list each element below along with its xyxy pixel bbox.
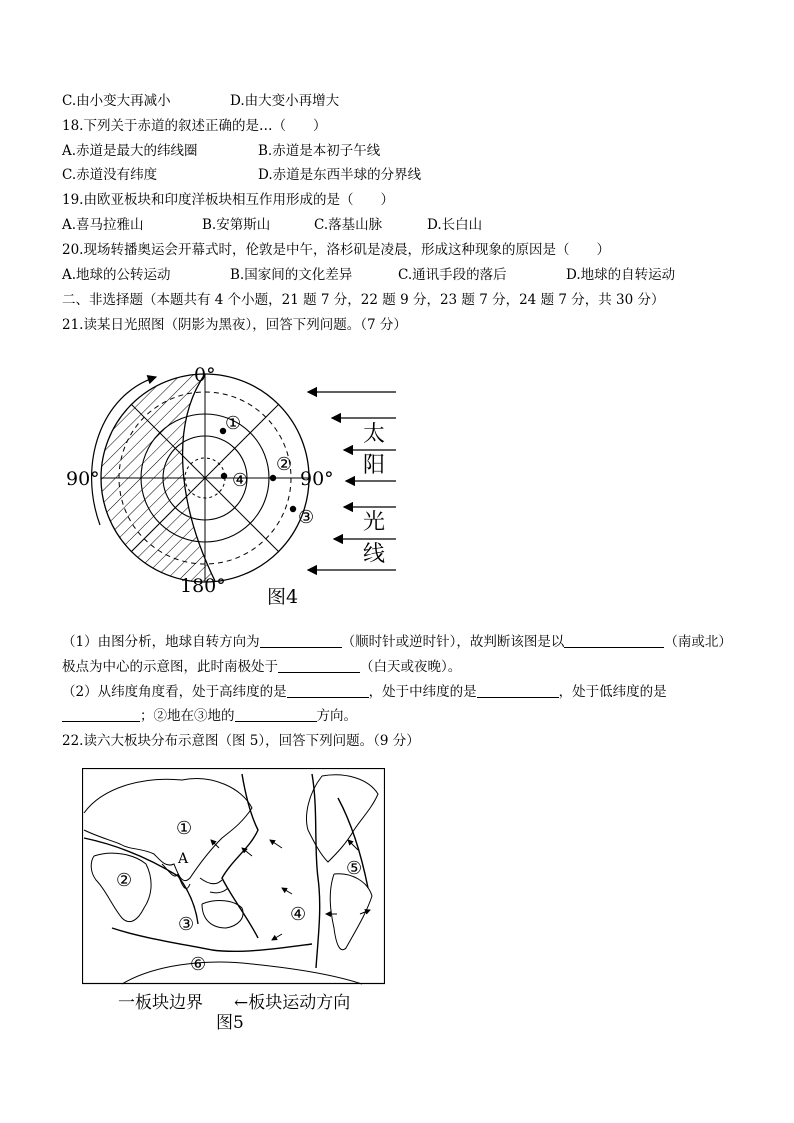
q18-stem: 18.下列关于赤道的叙述正确的是…（ ） <box>62 118 327 134</box>
answer-blank-high-latitude[interactable] <box>287 683 369 698</box>
q19-stem: 19.由欧亚板块和印度洋板块相互作用形成的是（ ） <box>62 192 394 208</box>
q20-option-a: A.地球的公转运动 <box>62 267 171 283</box>
q21-p1-text-e: （白天或夜晚）。 <box>360 659 462 675</box>
label-180-degree: 180° <box>180 575 226 597</box>
answer-blank-low-latitude[interactable] <box>62 707 140 722</box>
q20-option-d: D.地球的自转运动 <box>566 267 676 283</box>
plate-5-label: ⑤ <box>346 858 363 879</box>
point-a-label: A <box>178 851 189 867</box>
label-90-right: 90° <box>300 468 334 490</box>
q19-option-a: A.喜马拉雅山 <box>62 217 144 233</box>
plate-1-label: ① <box>176 818 193 839</box>
q21-p2-text-a: （2）从纬度角度看，处于高纬度的是 <box>62 684 287 700</box>
figure-4-illumination-diagram <box>60 355 410 615</box>
sunlight-label-1: 太 <box>363 422 386 447</box>
q21-part1-line2 <box>62 658 461 676</box>
q22-stem: 22.读六大板块分布示意图（图 5），回答下列问题。（9 分） <box>62 733 420 749</box>
answer-blank-direction[interactable] <box>235 707 317 722</box>
answer-blank-mid-latitude[interactable] <box>477 683 559 698</box>
sunlight-label-2: 阳 <box>363 453 386 478</box>
figure-4-caption: 图4 <box>267 586 299 608</box>
q17-option-c: C.由小变大再减小 <box>62 93 171 109</box>
q21-p1-text-b: （顺时针或逆时针），故判断该图是以 <box>341 634 565 650</box>
plate-2-label: ② <box>116 870 133 891</box>
q20-stem: 20.现场转播奥运会开幕式时，伦敦是中午，洛杉矶是凌晨，形成这种现象的原因是（ ） <box>62 242 610 258</box>
q21-p2-text-b: ，处于中纬度的是 <box>368 684 477 700</box>
point-4-label: ④ <box>232 470 249 491</box>
point-1-label: ① <box>225 413 242 434</box>
plate-3-label: ③ <box>178 914 195 935</box>
section-2-heading: 二、非选择题（本题共有 4 个小题，21 题 7 分，22 题 9 分，23 题 7 分，24 题 7 分，共 30 分） <box>62 292 665 308</box>
q19-option-d: D.长白山 <box>427 217 483 233</box>
plate-4-label: ④ <box>290 904 307 925</box>
q21-p1-text-d: 极点为中心的示意图，此时南极处于 <box>62 659 278 675</box>
legend-plate-motion: ←板块运动方向 <box>234 993 351 1013</box>
point-3-label: ③ <box>298 507 315 528</box>
q18-option-a: A.赤道是最大的纬线圈 <box>62 143 198 159</box>
q21-part2-line1 <box>62 683 667 701</box>
q21-part1-line1 <box>62 633 732 651</box>
answer-blank-pole[interactable] <box>564 633 664 648</box>
figure-5-plate-map <box>82 768 385 985</box>
figure-5-caption: 图5 <box>216 1013 244 1033</box>
q21-p2-text-c: ，处于低纬度的是 <box>558 684 667 700</box>
q21-p1-text-c: （南或北） <box>664 634 732 650</box>
q19-option-c: C.落基山脉 <box>314 217 383 233</box>
answer-blank-south-pole[interactable] <box>278 658 360 673</box>
q19-option-b: B.安第斯山 <box>202 217 271 233</box>
q18-option-c: C.赤道没有纬度 <box>62 167 158 183</box>
label-0-degree: 0° <box>194 364 216 386</box>
q21-stem: 21.读某日光照图（阴影为黑夜），回答下列问题。（7 分） <box>62 317 407 333</box>
legend-plate-boundary: 一板块边界 <box>118 993 203 1013</box>
q21-part2-line2 <box>62 707 357 725</box>
q20-option-c: C.通讯手段的落后 <box>398 267 507 283</box>
q21-p2-text-d: ；②地在③地的 <box>140 708 235 724</box>
point-2-label: ② <box>276 454 293 475</box>
q21-p2-text-e: 方向。 <box>316 708 357 724</box>
label-90-left: 90° <box>66 468 100 490</box>
plate-6-label: ⑥ <box>190 954 207 975</box>
sunlight-label-3: 光 <box>363 510 386 535</box>
q18-option-d: D.赤道是东西半球的分界线 <box>258 167 422 183</box>
q20-option-b: B.国家间的文化差异 <box>230 267 353 283</box>
q18-option-b: B.赤道是本初子午线 <box>258 143 381 159</box>
q17-option-d: D.由大变小再增大 <box>230 93 340 109</box>
answer-blank-rotation[interactable] <box>260 633 342 648</box>
q21-p1-text-a: （1）由图分析，地球自转方向为 <box>62 634 260 650</box>
sunlight-label-4: 线 <box>363 542 386 567</box>
